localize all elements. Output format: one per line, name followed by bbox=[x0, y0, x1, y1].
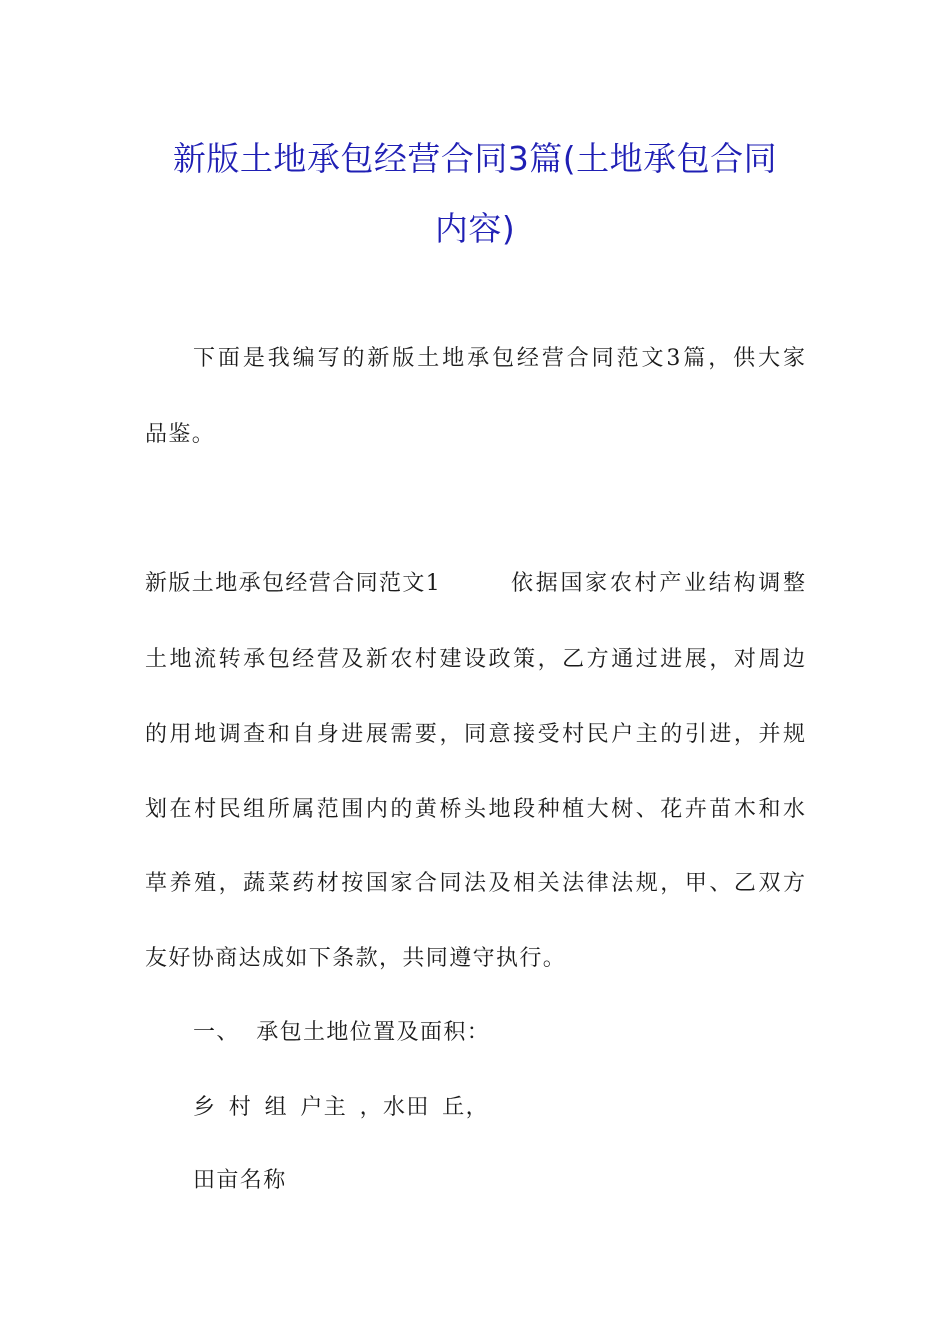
clause-1-field-name: 田亩名称 bbox=[193, 1168, 287, 1193]
clause-1-heading: 一、 承包土地位置及面积： bbox=[193, 1020, 491, 1045]
section-1-line-2: 土地流转承包经营及新农村建设政策，乙方通过进展，对周边 bbox=[145, 647, 805, 672]
section-1-line-3: 的用地调查和自身进展需要，同意接受村民户主的引进，并规 bbox=[145, 722, 805, 747]
section-1-line-5: 草养殖，蔬菜药材按国家合同法及相关法律法规，甲、乙双方 bbox=[145, 871, 805, 896]
document-title-line-1: 新版土地承包经营合同3篇(土地承包合同 bbox=[172, 139, 778, 178]
section-1-line-4: 划在村民组所属范围内的黄桥头地段种植大树、花卉苗木和水 bbox=[145, 797, 805, 822]
section-1-line-6: 友好协商达成如下条款，共同遵守执行。 bbox=[145, 946, 567, 971]
intro-line-2: 品鉴。 bbox=[145, 422, 216, 447]
section-1-line-1: 依据国家农村产业结构调整 bbox=[511, 571, 805, 596]
section-1-heading: 新版土地承包经营合同范文1 bbox=[145, 571, 442, 596]
intro-line-1: 下面是我编写的新版土地承包经营合同范文3篇，供大家 bbox=[193, 346, 805, 371]
clause-1-location: 乡 村 组 户主 ，水田 丘， bbox=[193, 1095, 489, 1120]
document-title-line-2: 内容) bbox=[434, 209, 516, 248]
